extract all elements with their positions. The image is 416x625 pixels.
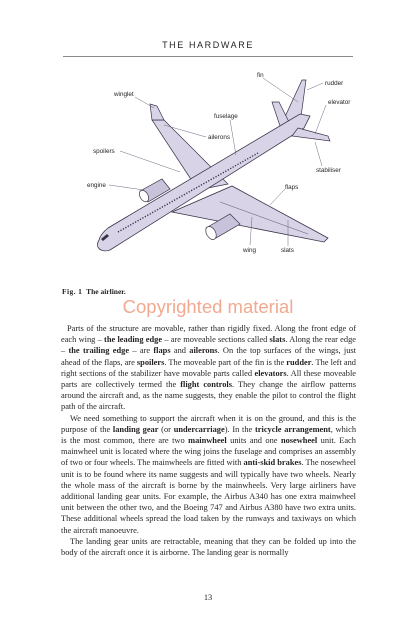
bold-term: anti-skid brakes	[243, 458, 302, 468]
page-number: 13	[203, 593, 213, 602]
text-run: – are	[129, 346, 154, 356]
body-paragraph	[61, 536, 356, 558]
label-winglet: winglet	[114, 91, 134, 98]
header-rule	[63, 56, 353, 57]
copyright-watermark: Copyrighted material	[122, 296, 294, 317]
text-run: (or	[158, 424, 174, 434]
figure-title: The airliner.	[86, 287, 126, 296]
text-run: unit. Each mainwheel unit is located where the wing joins the fuselage and comprises an assembly of two or four wheels. The mainwheels are fitted with	[61, 436, 356, 468]
bold-term: nosewheel	[280, 436, 318, 446]
body-text	[61, 323, 356, 558]
text-run: and	[170, 346, 190, 356]
bold-term: ailerons	[189, 346, 218, 356]
body-paragraph	[61, 323, 356, 413]
bold-term: undercarriage	[173, 424, 225, 434]
figure-caption	[62, 287, 126, 296]
text-run: . All these moveable parts are collectively termed the	[61, 368, 356, 390]
running-head: THE HARDWARE	[162, 40, 254, 50]
text-run: ). In the	[224, 424, 255, 434]
text-run: Parts of the structure are movable, rather than rigidly fixed. Along the front edge of each wing –	[61, 324, 356, 345]
label-fin: fin	[257, 72, 264, 79]
label-rudder: rudder	[325, 80, 344, 87]
label-flaps: flaps	[285, 184, 299, 191]
figure-number: Fig. 1	[62, 287, 83, 296]
winglet-shape	[150, 104, 164, 120]
bold-term: tricycle arrangement	[254, 424, 331, 434]
text-run: We need something to support the aircraft when it is on the ground, and this is the purpose of the	[61, 413, 356, 434]
text-run: . The moveable part of the fin is the	[164, 357, 287, 367]
bold-term: elevators	[254, 368, 287, 378]
label-ailerons: ailerons	[208, 134, 231, 141]
text-run: . Along the rear edge –	[61, 335, 356, 356]
text-run: , which is the most common, there are two	[61, 424, 357, 446]
bold-term: flaps	[153, 346, 171, 356]
label-engine: engine	[87, 182, 106, 189]
bold-term: spoilers	[136, 357, 165, 367]
bold-term: slats	[269, 335, 286, 345]
right-stabiliser	[292, 128, 330, 141]
label-wing: wing	[243, 247, 256, 254]
bold-term: flight controls	[180, 380, 233, 390]
text-run: . They change the airflow patterns around the aircraft and, as the name suggests, they enable the pilot to control the flight path of the aircraft.	[61, 380, 356, 412]
label-fuselage: fuselage	[214, 113, 238, 120]
text-run: – are moveable sections called	[162, 335, 270, 345]
text-run: . On the top surfaces of the wings, just ahead of the flaps, are	[61, 346, 356, 367]
label-stabiliser: stabiliser	[316, 167, 341, 174]
label-slats: slats	[281, 247, 294, 254]
text-run: . The left and right sections of the stabilizer have movable parts called	[61, 357, 356, 378]
label-elevator: elevator	[328, 99, 351, 106]
bold-term: rudder	[286, 357, 312, 367]
bold-term: landing gear	[112, 424, 159, 434]
text-run: units and one	[226, 436, 281, 446]
label-spoilers: spoilers	[93, 148, 115, 155]
text-run: . The nosewheel unit is to be found where its name suggests and will typically have two wheels. Nearly the whole mass of the aircraft is borne by the mainwheels. Very large airliners have additional landing gear units. For example, the Airbus A340 has one extra mainwheel unit between the other two, and the Boeing 747 and Airbus A380 have two extra units. These additional wheels spread the load taken by the runways and taxiways on which the aircraft manoeuvre.	[61, 458, 356, 535]
text-run: The landing gear units are retractable, meaning that they can be folded up into the body of the aircraft once it is airborne. The landing gear is normally	[61, 536, 356, 558]
bold-term: the trailing edge	[68, 346, 130, 356]
body-paragraph	[61, 413, 356, 536]
bold-term: mainwheel	[188, 436, 227, 446]
airliner-diagram	[60, 62, 360, 277]
bold-term: the leading edge	[104, 335, 163, 345]
